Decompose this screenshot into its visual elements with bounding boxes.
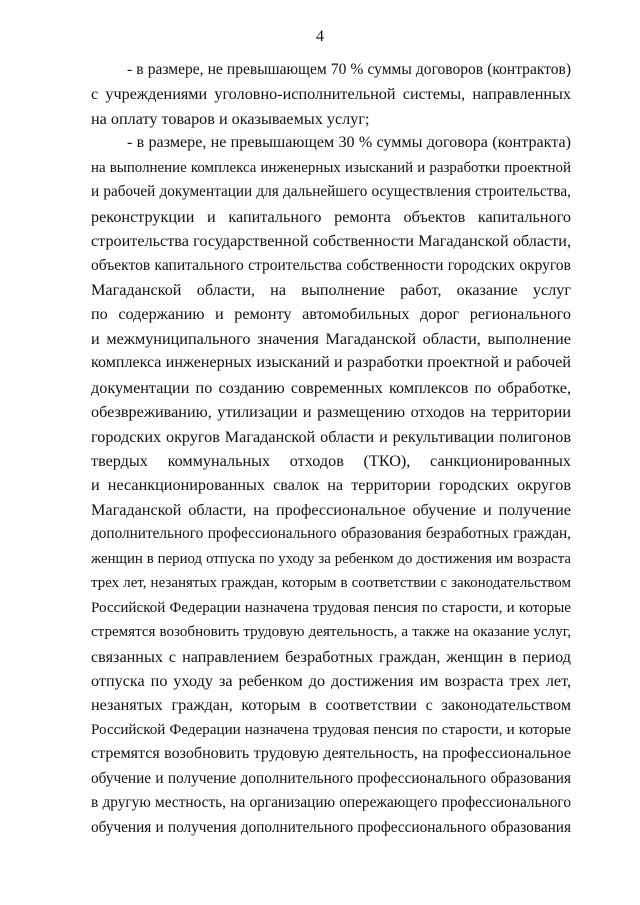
text-line: с учреждениями уголовно-исполнительной системы, направленных xyxy=(91,85,571,104)
text-line: женщин в период отпуска по уходу за ребенком до достижения им возраста xyxy=(91,550,571,567)
page-number: 4 xyxy=(316,28,324,45)
text-line: обучение и получение дополнительного профессионального образования xyxy=(91,769,571,787)
text-line: Российской Федерации назначена трудовая пенсия по старости, и которые xyxy=(91,599,571,616)
text-line: стремятся возобновить трудовую деятельность, а также на оказание услуг, xyxy=(91,624,571,641)
text-line: документации по созданию современных комплексов по обработке, xyxy=(91,378,571,397)
body-text xyxy=(91,58,571,840)
text-line: твердых коммунальных отходов (ТКО), санкционированных xyxy=(91,452,571,470)
text-line: обезвреживанию, утилизации и размещению отходов на территории xyxy=(91,403,571,422)
text-line: городских округов Магаданской области и рекультивации полигонов xyxy=(91,427,571,446)
text-line: в другую местность, на организацию опережающего профессионального xyxy=(91,794,571,812)
text-line: комплекса инженерных изысканий и разработки проектной и рабочей xyxy=(91,354,571,372)
text-line: - в размере, не превышающем 30 % суммы договора (контракта) xyxy=(127,134,571,152)
text-line: Магаданской области, на выполнение работ, оказание услуг xyxy=(91,280,571,299)
text-line: и рабочей документации для дальнейшего осуществления строительства, xyxy=(91,183,571,201)
text-line: Магаданской области, на профессиональное обучение и получение xyxy=(91,500,571,519)
text-line: обучения и получения дополнительного профессионального образования xyxy=(91,818,571,836)
text-line: связанных с направлением безработных граждан, женщин в период xyxy=(91,647,571,666)
text-line: по содержанию и ремонту автомобильных дорог регионального xyxy=(91,305,571,324)
text-line: - в размере, не превышающем 70 % суммы договоров (контрактов) xyxy=(127,61,571,78)
text-line: незанятых граждан, которым в соответствии с законодательством xyxy=(91,696,571,715)
text-line: на оплату товаров и оказываемых услуг; xyxy=(91,109,370,128)
text-line: трех лет, незанятых граждан, которым в соответствии с законодательством xyxy=(91,575,571,592)
text-line: отпуска по уходу за ребенком до достижения им возраста трех лет, xyxy=(91,671,571,690)
text-line: на выполнение комплекса инженерных изысканий и разработки проектной xyxy=(91,159,571,176)
text-line: реконструкции и капитального ремонта объектов капитального xyxy=(91,207,571,226)
text-line: стремятся возобновить трудовую деятельность, на профессиональное xyxy=(91,745,571,763)
text-line: объектов капитального строительства собственности городских округов xyxy=(91,256,571,274)
text-line: и несанкционированных свалок на территории городских округов xyxy=(91,476,571,495)
text-line: и межмуниципального значения Магаданской области, выполнение xyxy=(91,329,571,348)
text-line: строительства государственной собственности Магаданской области, xyxy=(91,232,571,251)
text-line: Российской Федерации назначена трудовая пенсия по старости, и которые xyxy=(91,721,571,738)
text-line: дополнительного профессионального образования безработных граждан, xyxy=(91,525,571,543)
